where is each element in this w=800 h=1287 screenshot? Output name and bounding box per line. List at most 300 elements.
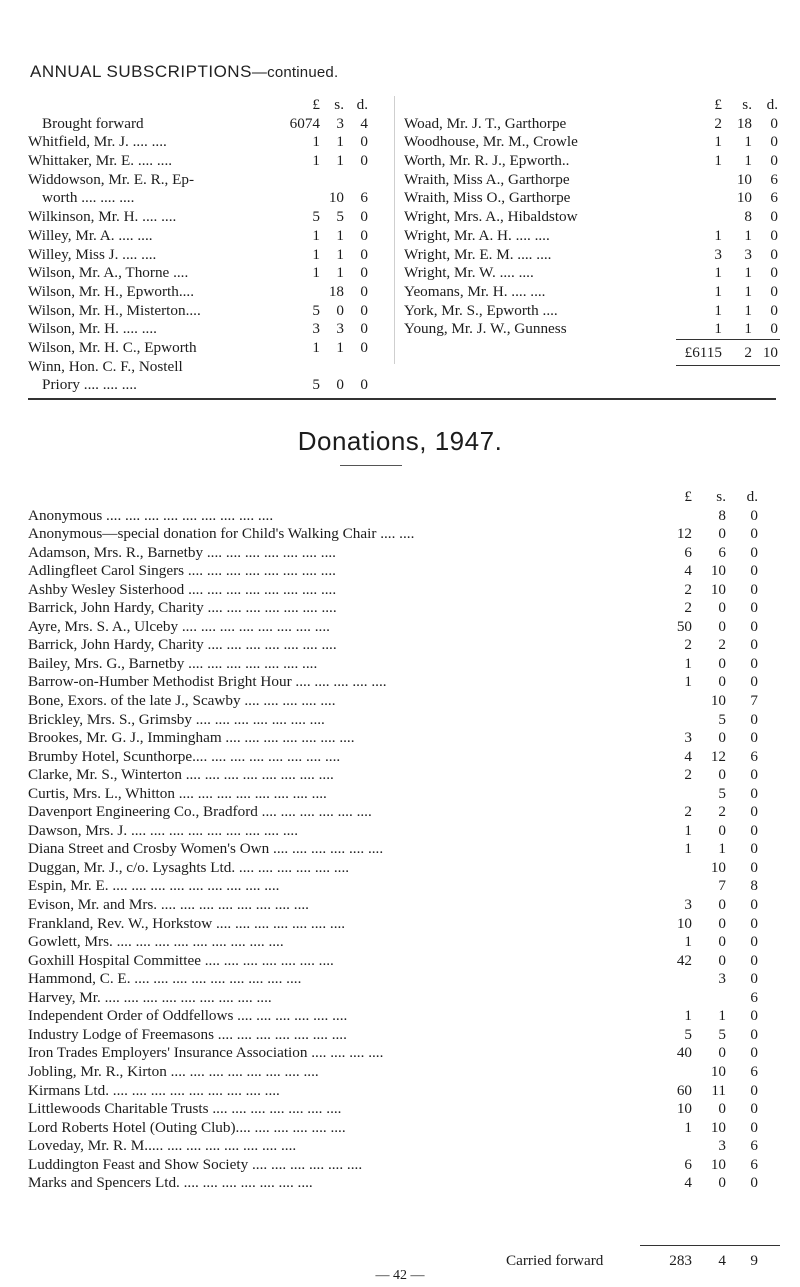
entry-shillings: 1 [744,282,752,300]
donation-row [28,877,772,896]
entry-pence: 0 [750,970,758,988]
entry-pence: 0 [360,133,368,151]
subscription-row [28,171,388,190]
entry-name: Willey, Mr. A. .... .... [28,226,153,244]
entry-shillings: 1 [744,320,752,338]
entry-name: Wilkinson, Mr. H. .... .... [28,208,177,226]
subscription-row [404,302,784,321]
donation-row [28,599,772,618]
entry-shillings: 1 [744,152,752,170]
entry-shillings: 1 [336,245,344,263]
entry-pence: 0 [770,245,778,263]
entry-name: Bone, Exors. of the late J., Scawby .... .... .... .... .... [28,692,336,710]
subscription-row [404,227,784,246]
entry-pence: 0 [750,543,758,561]
subscription-row [28,227,388,246]
entry-pence: 0 [770,152,778,170]
entry-name: Worth, Mr. R. J., Epworth.. [404,152,570,170]
entry-pence: 6 [770,170,778,188]
entry-pound: 10 [676,914,692,932]
entry-pence: 0 [750,673,758,691]
entry-pence: 0 [750,1100,758,1118]
entry-shillings: 2 [718,636,726,654]
entry-pence: 6 [770,189,778,207]
total-pence: 10 [762,344,778,361]
entry-shillings: 2 [718,803,726,821]
entry-pound: 1 [684,654,692,672]
entry-name: Brickley, Mrs. S., Grimsby .... .... .... .... .... .... .... [28,710,325,728]
entry-name: Davenport Engineering Co., Bradford .... .... .... .... .... .... [28,803,372,821]
entry-name: Anonymous—special donation for Child's Walking Chair .... .... [28,525,415,543]
entry-pence: 0 [360,320,368,338]
entry-name: Gowlett, Mrs. .... .... .... .... .... .... .... .... .... [28,933,284,951]
entry-name: worth .... .... .... [42,189,135,207]
total-pound: £6115 [684,344,722,361]
pence-heading: d. [356,96,368,113]
entry-name: Whitfield, Mr. J. .... .... [28,133,167,151]
donation-row [28,1063,772,1082]
entry-pound: 2 [684,580,692,598]
entry-name: Willey, Miss J. .... .... [28,245,157,263]
entry-name: Luddington Feast and Show Society .... .... .... .... .... .... [28,1155,363,1173]
entry-pence: 8 [750,877,758,895]
entry-shillings: 6 [718,543,726,561]
entry-pence: 6 [360,189,368,207]
donation-row [28,507,772,526]
entry-name: Wright, Mr. W. .... .... [404,264,534,282]
entry-name: Wraith, Miss A., Garthorpe [404,170,570,188]
entry-pence: 0 [770,208,778,226]
entry-shillings: 0 [718,729,726,747]
entry-shillings: 18 [328,282,344,300]
subscription-row [28,208,388,227]
entry-name: Kirmans Ltd. .... .... .... .... .... .... .... .... .... [28,1081,280,1099]
entry-name: Wilson, Mr. H. C., Epworth [28,338,197,356]
entry-shillings: 1 [336,226,344,244]
entry-pence: 0 [360,338,368,356]
entry-pence: 0 [750,729,758,747]
entry-shillings: 1 [744,133,752,151]
donation-row [28,544,772,563]
entry-pound: 4 [684,747,692,765]
subscription-row [404,115,784,134]
shillings-heading: s. [716,488,726,505]
entry-pound: 10 [676,1100,692,1118]
entry-pence: 0 [770,320,778,338]
entry-name: Marks and Spencers Ltd. .... .... .... .... .... .... .... [28,1174,313,1192]
entry-shillings: 0 [336,376,344,394]
donation-row [28,785,772,804]
entry-shillings: 0 [718,599,726,617]
entry-pence: 0 [360,208,368,226]
entry-shillings: 11 [711,1081,726,1099]
brought-forward-row [28,115,388,134]
pound-heading: £ [714,96,722,113]
entry-shillings: 7 [718,877,726,895]
entry-pence: 0 [750,821,758,839]
donation-row [28,989,772,1008]
entry-shillings: 10 [710,1062,726,1080]
donation-row [28,970,772,989]
entry-name: Winn, Hon. C. F., Nostell [28,357,183,375]
entry-pound: 60 [676,1081,692,1099]
entry-pence: 0 [750,1081,758,1099]
entry-pence: 0 [750,562,758,580]
subscriptions-left-column [28,96,388,395]
entry-name: Young, Mr. J. W., Gunness [404,320,567,338]
entry-pound: 1 [714,264,722,282]
entry-pence: 0 [750,654,758,672]
carried-forward-pence: 9 [750,1252,758,1269]
entry-shillings: 1 [718,1007,726,1025]
entry-shillings: 10 [710,1155,726,1173]
entry-name: Littlewoods Charitable Trusts .... .... .... .... .... .... .... [28,1100,342,1118]
donation-row [28,711,772,730]
entry-shillings: 12 [710,747,726,765]
carried-forward-shillings: 4 [718,1252,726,1269]
currency-heading-row [28,96,388,115]
subscription-row [404,320,784,339]
brought-forward-label: Brought forward [42,114,144,132]
carried-forward-label: Carried forward [506,1252,604,1269]
donation-row [28,915,772,934]
entry-pence: 0 [750,840,758,858]
shillings-heading: s. [742,96,752,113]
section-header [30,62,338,82]
entry-name: Industry Lodge of Freemasons .... .... .... .... .... .... .... [28,1025,347,1043]
entry-shillings: 1 [744,301,752,319]
donation-row [28,1026,772,1045]
donation-row [28,933,772,952]
subscription-row [404,152,784,171]
entry-shillings: 0 [718,617,726,635]
entry-name: Brumby Hotel, Scunthorpe.... .... .... .... .... .... .... .... [28,747,341,765]
subscription-row [404,208,784,227]
entry-pence: 0 [770,133,778,151]
donation-row [28,655,772,674]
entry-shillings: 10 [710,692,726,710]
entry-pence: 0 [750,858,758,876]
entry-name: Wright, Mr. E. M. .... .... [404,245,552,263]
entry-shillings: 1 [744,226,752,244]
entry-pence: 6 [750,1155,758,1173]
entry-pence: 0 [750,1118,758,1136]
entry-pound: 3 [684,729,692,747]
entry-name: Bailey, Mrs. G., Barnetby .... .... .... .... .... .... .... [28,654,318,672]
entry-pence: 6 [750,1062,758,1080]
entry-pound: 1 [714,226,722,244]
entry-pound: 5 [312,208,320,226]
subscription-row [404,171,784,190]
section-divider [28,398,776,400]
entry-shillings: 1 [336,133,344,151]
entry-shillings: 0 [718,933,726,951]
entry-pound: 1 [684,1007,692,1025]
entry-shillings: 5 [718,784,726,802]
entry-pence: 0 [750,599,758,617]
entry-pence: 0 [750,914,758,932]
donation-row [28,859,772,878]
entry-pence: 0 [750,896,758,914]
total-rule-bottom [676,365,780,366]
brought-forward-pence: 4 [360,114,368,132]
donation-row [28,1156,772,1175]
entry-shillings: 1 [336,152,344,170]
entry-name: Barrick, John Hardy, Charity .... .... .... .... .... .... .... [28,599,337,617]
entry-name: Wilson, Mr. A., Thorne .... [28,264,189,282]
entry-shillings: 10 [328,189,344,207]
entry-pence: 0 [750,784,758,802]
entry-pence: 0 [770,226,778,244]
entry-shillings: 10 [710,858,726,876]
entry-shillings: 10 [710,562,726,580]
donation-row [28,840,772,859]
entry-name: Wright, Mr. A. H. .... .... [404,226,550,244]
entry-pence: 0 [750,803,758,821]
entry-pence: 0 [750,766,758,784]
subscription-row [404,189,784,208]
subscription-row [28,358,388,377]
entry-pound: 1 [684,933,692,951]
entry-pence: 0 [750,1174,758,1192]
carried-forward-pound: 283 [669,1252,692,1269]
entry-pence: 0 [750,1044,758,1062]
entry-name: Hammond, C. E. .... .... .... .... .... .... .... .... .... [28,970,302,988]
entry-pence: 0 [750,580,758,598]
entry-shillings: 1 [336,338,344,356]
entry-shillings: 10 [710,1118,726,1136]
entry-name: Dawson, Mrs. J. .... .... .... .... .... .... .... .... .... [28,821,299,839]
entry-pound: 42 [676,951,692,969]
entry-name: Jobling, Mr. R., Kirton .... .... .... .... .... .... .... .... [28,1062,319,1080]
entry-pence: 0 [360,264,368,282]
entry-pence: 0 [770,282,778,300]
entry-pence: 6 [750,1137,758,1155]
pound-heading: £ [684,488,692,505]
entry-shillings: 8 [744,208,752,226]
entry-name: Yeomans, Mr. H. .... .... [404,282,546,300]
entry-shillings: 0 [718,654,726,672]
entry-shillings: 8 [718,506,726,524]
entry-shillings: 1 [718,840,726,858]
entry-name: Woodhouse, Mr. M., Crowle [404,133,578,151]
subscription-row [404,283,784,302]
entry-name: Wilson, Mr. H., Misterton.... [28,301,201,319]
entry-pound: 3 [684,896,692,914]
entry-pence: 7 [750,692,758,710]
entry-pence: 0 [770,264,778,282]
donation-row [28,1174,772,1193]
entry-pound: 1 [714,301,722,319]
entry-name: Ashby Wesley Sisterhood .... .... .... .... .... .... .... .... [28,580,337,598]
entry-name: Barrow-on-Humber Methodist Bright Hour .... .... .... .... .... [28,673,387,691]
subscription-row [28,264,388,283]
entry-pence: 0 [750,1025,758,1043]
entry-pound: 50 [676,617,692,635]
donation-row [28,803,772,822]
entry-pence: 0 [750,710,758,728]
entry-pound: 6 [684,543,692,561]
entry-name: Independent Order of Oddfellows .... .... .... .... .... .... [28,1007,348,1025]
currency-heading-row [28,488,772,507]
entry-shillings: 0 [718,766,726,784]
subscriptions-total-row [404,344,784,363]
entry-name: York, Mr. S., Epworth .... [404,301,558,319]
entry-pound: 1 [312,152,320,170]
entry-pound: 4 [684,1174,692,1192]
entry-name: Woad, Mr. J. T., Garthorpe [404,114,567,132]
donation-row [28,581,772,600]
entry-shillings: 3 [744,245,752,263]
entry-name: Wilson, Mr. H. .... .... [28,320,157,338]
subscription-row [404,264,784,283]
entry-name: Curtis, Mrs. L., Whitton .... .... .... .... .... .... .... .... [28,784,327,802]
entry-pound: 1 [312,264,320,282]
entry-shillings: 0 [718,1174,726,1192]
entry-pence: 0 [360,152,368,170]
entry-shillings: 18 [736,114,752,132]
entry-pence: 0 [360,226,368,244]
entry-pound: 5 [684,1025,692,1043]
entry-pound: 2 [684,803,692,821]
entry-pence: 0 [360,245,368,263]
entry-name: Clarke, Mr. S., Winterton .... .... .... .... .... .... .... .... [28,766,334,784]
entry-pound: 1 [714,320,722,338]
column-divider [394,96,395,364]
entry-pound: 1 [714,282,722,300]
subscription-row [28,189,388,208]
entry-name: Brookes, Mr. G. J., Immingham .... .... .... .... .... .... .... [28,729,355,747]
donation-row [28,636,772,655]
entry-pound: 1 [714,133,722,151]
entry-pound: 2 [684,599,692,617]
entry-shillings: 0 [718,525,726,543]
pound-heading: £ [312,96,320,113]
entry-name: Wright, Mrs. A., Hibaldstow [404,208,578,226]
entry-pound: 1 [684,840,692,858]
entry-pence: 0 [750,506,758,524]
entry-pound: 5 [312,301,320,319]
entry-shillings: 0 [336,301,344,319]
donation-row [28,692,772,711]
donation-row [28,1137,772,1156]
title-underline [340,465,402,466]
subscription-row [404,133,784,152]
entry-pence: 0 [750,951,758,969]
entry-name: Wilson, Mr. H., Epworth.... [28,282,195,300]
entry-pound: 1 [312,338,320,356]
entry-pound: 4 [684,562,692,580]
subscription-row [28,283,388,302]
entry-pound: 1 [714,152,722,170]
entry-name: Anonymous .... .... .... .... .... .... .... .... .... [28,506,274,524]
entry-shillings: 0 [718,914,726,932]
page-number: — 42 — [375,1268,425,1283]
entry-pound: 1 [312,226,320,244]
pence-heading: d. [766,96,778,113]
entry-pence: 0 [360,282,368,300]
entry-shillings: 5 [718,1025,726,1043]
donations-title: Donations, 1947. [297,426,503,456]
entry-pound: 6 [684,1155,692,1173]
entry-pence: 0 [750,933,758,951]
brought-forward-pound: 6074 [289,114,320,132]
brought-forward-shillings: 3 [336,114,344,132]
entry-shillings: 0 [718,1100,726,1118]
entry-pound: 1 [684,673,692,691]
entry-name: Wraith, Miss O., Garthorpe [404,189,571,207]
entry-name: Diana Street and Crosby Women's Own .... .... .... .... .... .... [28,840,384,858]
subscriptions-right-column [404,96,784,339]
donation-row [28,822,772,841]
donation-row [28,729,772,748]
entry-shillings: 10 [710,580,726,598]
entry-pound: 3 [312,320,320,338]
entry-pence: 0 [770,301,778,319]
entry-name: Barrick, John Hardy, Charity .... .... .... .... .... .... .... [28,636,337,654]
entry-name: Frankland, Rev. W., Horkstow .... .... .... .... .... .... .... [28,914,346,932]
entry-name: Duggan, Mr. J., c/o. Lysaghts Ltd. .... .... .... .... .... .... [28,858,350,876]
entry-pound: 1 [684,821,692,839]
carried-forward-rule [640,1245,780,1246]
donation-row [28,1082,772,1101]
entry-shillings: 3 [336,320,344,338]
entry-name: Iron Trades Employers' Insurance Association .... .... .... .... [28,1044,384,1062]
subscription-row [404,246,784,265]
entry-shillings: 0 [718,1044,726,1062]
donations-list [28,488,772,1193]
donation-row [28,896,772,915]
entry-shillings: 0 [718,951,726,969]
donation-row [28,1119,772,1138]
entry-name: Evison, Mr. and Mrs. .... .... .... .... .... .... .... .... [28,896,309,914]
entry-pence: 0 [750,617,758,635]
donation-row [28,1100,772,1119]
entry-shillings: 3 [718,970,726,988]
total-shillings: 2 [744,344,752,361]
subscription-row [28,246,388,265]
entry-name: Loveday, Mr. R. M..... .... .... .... .... .... .... .... [28,1137,297,1155]
donation-row [28,1007,772,1026]
total-rule-top [676,339,780,340]
donation-row [28,525,772,544]
entry-name: Widdowson, Mr. E. R., Ep- [28,170,195,188]
entry-shillings: 0 [718,821,726,839]
subscription-row [28,152,388,171]
section-title: ANNUAL SUBSCRIPTIONS [30,62,252,81]
entry-pound: 1 [312,133,320,151]
subscription-row [28,302,388,321]
donation-row [28,952,772,971]
entry-name: Adamson, Mrs. R., Barnetby .... .... .... .... .... .... .... [28,543,336,561]
donation-row [28,673,772,692]
entry-pence: 0 [750,636,758,654]
entry-pound: 40 [676,1044,692,1062]
entry-pound: 2 [684,636,692,654]
entry-pound: 2 [714,114,722,132]
donation-row [28,766,772,785]
donation-row [28,562,772,581]
entry-shillings: 5 [336,208,344,226]
entry-pound: 3 [714,245,722,263]
entry-pound: 2 [684,766,692,784]
entry-shillings: 0 [718,896,726,914]
entry-shillings: 5 [718,710,726,728]
subscription-row [28,339,388,358]
entry-shillings: 10 [736,170,752,188]
entry-shillings: 3 [718,1137,726,1155]
entry-pound: 12 [676,525,692,543]
